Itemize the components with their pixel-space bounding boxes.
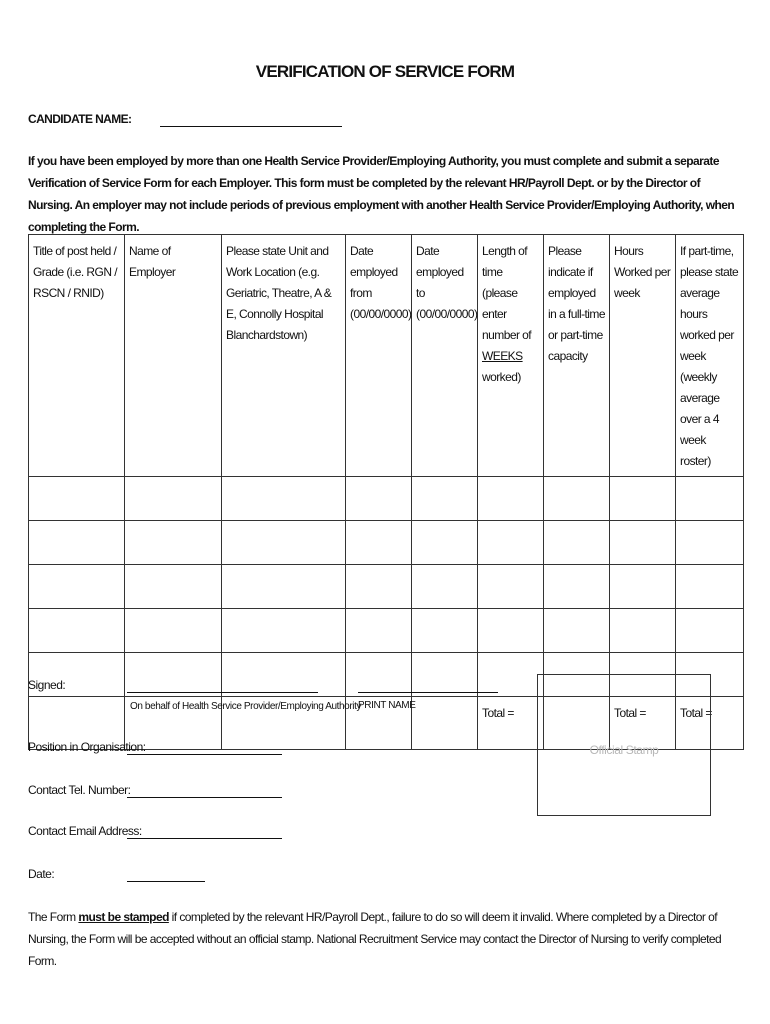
table-cell[interactable] xyxy=(222,477,346,521)
table-cell[interactable] xyxy=(412,697,478,750)
parttime-total-cell[interactable]: Total = xyxy=(676,697,744,750)
table-cell[interactable] xyxy=(222,565,346,609)
footer-pre: The Form xyxy=(28,910,79,924)
signature-field[interactable] xyxy=(127,692,318,693)
table-cell[interactable] xyxy=(346,565,412,609)
table-cell[interactable] xyxy=(610,477,676,521)
table-cell[interactable] xyxy=(29,565,125,609)
table-cell[interactable] xyxy=(478,477,544,521)
intro-text xyxy=(28,150,744,238)
table-cell[interactable] xyxy=(125,477,222,521)
table-cell[interactable] xyxy=(610,565,676,609)
header-unit: Please state Unit and Work Location (e.g. Geriatric, Theatre, A & E, Connolly Hospital Blanchardstown) xyxy=(222,235,346,477)
header-capacity: Please indicate if employed in a full-time or part-time capacity xyxy=(544,235,610,477)
table-row xyxy=(29,521,744,565)
candidate-name-field[interactable] xyxy=(160,126,342,127)
table-cell[interactable] xyxy=(610,521,676,565)
table-cell[interactable] xyxy=(544,565,610,609)
tel-label: Contact Tel. Number: xyxy=(28,783,131,797)
candidate-name-label: CANDIDATE NAME: xyxy=(28,112,132,126)
table-row xyxy=(29,609,744,653)
table-cell[interactable] xyxy=(29,521,125,565)
form-title: VERIFICATION OF SERVICE FORM xyxy=(255,62,515,81)
table-cell[interactable] xyxy=(125,565,222,609)
table-cell[interactable] xyxy=(412,609,478,653)
table-cell[interactable] xyxy=(125,521,222,565)
table-cell[interactable] xyxy=(222,521,346,565)
table-cell[interactable] xyxy=(346,477,412,521)
header-hours: Hours Worked per week xyxy=(610,235,676,477)
header-date-to: Date employed to (00/00/0000) xyxy=(412,235,478,477)
header-employer: Name of Employer xyxy=(125,235,222,477)
table-cell[interactable] xyxy=(125,653,222,697)
date-label: Date: xyxy=(28,867,55,881)
table-cell[interactable] xyxy=(412,521,478,565)
length-total-cell[interactable]: Total = xyxy=(478,697,544,750)
table-cell[interactable] xyxy=(610,609,676,653)
print-name-field[interactable] xyxy=(358,692,498,693)
table-cell[interactable] xyxy=(346,521,412,565)
position-label: Position in Organisation: xyxy=(28,740,146,754)
official-stamp-label: Official Stamp xyxy=(589,743,659,757)
header-length-weeks: WEEKS xyxy=(482,349,523,363)
table-cell[interactable] xyxy=(676,521,744,565)
table-cell[interactable] xyxy=(412,477,478,521)
table-cell[interactable] xyxy=(478,653,544,697)
email-field[interactable] xyxy=(127,838,282,839)
header-length xyxy=(478,235,544,477)
table-cell[interactable] xyxy=(676,477,744,521)
table-cell[interactable] xyxy=(544,609,610,653)
table-cell[interactable] xyxy=(222,653,346,697)
table-row xyxy=(29,477,744,521)
table-cell[interactable] xyxy=(676,609,744,653)
table-cell[interactable] xyxy=(544,477,610,521)
table-cell[interactable] xyxy=(125,609,222,653)
header-parttime: If part-time, please state average hours worked per week (weekly average over a 4 week roster) xyxy=(676,235,744,477)
footer-post: if completed by the relevant HR/Payroll Dept., failure to do so will deem it invalid. Where completed by a Director of Nursing, the Form will be accepted without an official stamp. National Recruitment Service may contact the Director of Nursing to verify completed Form. xyxy=(28,910,722,968)
table-cell[interactable] xyxy=(346,653,412,697)
table-cell[interactable] xyxy=(544,521,610,565)
tel-field[interactable] xyxy=(127,797,282,798)
footer-emphasis: must be stamped xyxy=(78,910,169,924)
header-length-pre: Length of time (please enter number of xyxy=(482,244,532,342)
table-cell[interactable] xyxy=(222,609,346,653)
behalf-caption: On behalf of Health Service Provider/Employing Authority xyxy=(130,701,362,712)
header-date-from: Date employed from (00/00/0000) xyxy=(346,235,412,477)
intro-paragraph-1: If you have been employed by more than one Health Service Provider/Employing Authority, you must complete and submit a separate Verification of Service Form for each Employer. xyxy=(28,154,719,190)
print-name-caption: PRINT NAME xyxy=(358,700,416,711)
table-cell[interactable] xyxy=(676,565,744,609)
table-row xyxy=(29,565,744,609)
table-cell[interactable] xyxy=(29,609,125,653)
table-cell[interactable] xyxy=(478,609,544,653)
footer-note xyxy=(28,906,744,972)
table-cell[interactable] xyxy=(412,653,478,697)
table-cell[interactable] xyxy=(412,565,478,609)
table-header-row xyxy=(29,235,744,477)
position-field[interactable] xyxy=(127,754,282,755)
service-table xyxy=(28,234,744,750)
header-length-post: worked) xyxy=(482,370,521,384)
table-cell[interactable] xyxy=(478,565,544,609)
signed-label: Signed: xyxy=(28,678,66,692)
table-cell[interactable] xyxy=(346,609,412,653)
hours-total-cell[interactable]: Total = xyxy=(610,697,676,750)
table-cell[interactable] xyxy=(29,477,125,521)
email-label: Contact Email Address: xyxy=(28,824,142,838)
date-field[interactable] xyxy=(127,881,205,882)
header-post: Title of post held / Grade (i.e. RGN / RSCN / RNID) xyxy=(29,235,125,477)
table-cell[interactable] xyxy=(478,521,544,565)
official-stamp-box xyxy=(537,674,711,816)
intro-paragraph-2: This form must be completed by the relevant HR/Payroll Dept. or by the Director of Nursing. An employer may not include periods of previous employment with another Health Service Provider/Employing Authority, when completing the Form. xyxy=(28,176,735,234)
